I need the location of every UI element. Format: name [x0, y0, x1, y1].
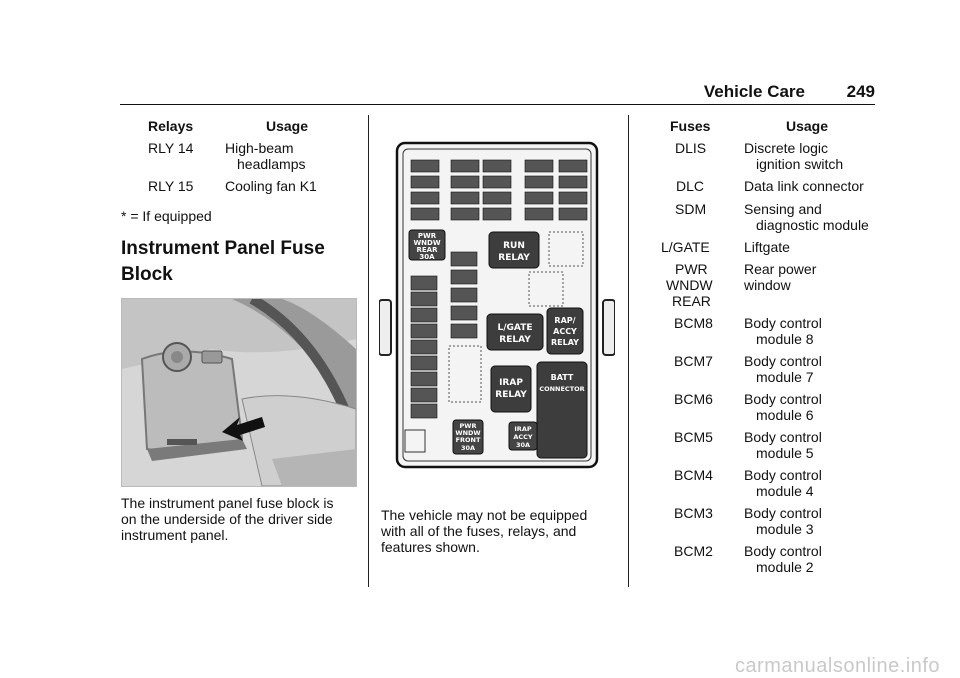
fuse-block-diagram [379, 140, 615, 470]
page-header [120, 82, 875, 105]
table-cell: Body control [744, 543, 822, 559]
relays-table [121, 118, 356, 198]
table-cell: Body control [744, 467, 822, 483]
table-cell: L/GATE [661, 239, 710, 255]
table-cell: BCM2 [674, 543, 713, 559]
table-cell: module 3 [756, 521, 814, 537]
table-cell: Cooling fan K1 [225, 178, 317, 194]
table-cell: window [744, 277, 791, 293]
svg-text:30A: 30A [419, 253, 435, 261]
table-cell: module 5 [756, 445, 814, 461]
fuse-block-caption: The vehicle may not be equipped with all of the fuses, relays, and features shown. [381, 507, 588, 555]
svg-text:30A: 30A [460, 444, 476, 452]
fuses-table [640, 118, 880, 588]
table-header: Usage [786, 118, 829, 134]
section-heading: Vehicle Care [703, 82, 805, 101]
table-cell: Body control [744, 315, 822, 331]
table-cell: Body control [744, 429, 822, 445]
svg-text:WNDW: WNDW [455, 429, 481, 437]
table-cell: Discrete logic [744, 140, 829, 156]
table-cell: module 6 [756, 407, 814, 423]
table-cell: BCM6 [674, 391, 713, 407]
watermark: carmanualsonline.info [734, 655, 940, 677]
section-title: Instrument Panel Fuse Block [121, 238, 325, 285]
svg-text:ACCY: ACCY [553, 327, 577, 336]
table-cell: WNDW [666, 277, 713, 293]
batt-connector-label: BATT [550, 373, 574, 382]
table-cell: Data link connector [744, 178, 864, 194]
table-cell: REAR [672, 293, 711, 309]
table-cell: module 8 [756, 331, 814, 347]
table-cell: module 4 [756, 483, 814, 499]
table-cell: Sensing and [744, 201, 822, 217]
svg-text:CONNECTOR: CONNECTOR [539, 385, 585, 393]
svg-text:FRONT: FRONT [455, 436, 481, 444]
table-cell: DLIS [675, 140, 707, 156]
table-cell: DLC [676, 178, 705, 194]
table-cell: ignition switch [756, 156, 844, 172]
svg-text:REAR: REAR [416, 246, 438, 254]
photo-caption: The instrument panel fuse block is on the underside of the driver side instrument panel. [121, 495, 334, 543]
table-cell: Body control [744, 353, 822, 369]
svg-text:RELAY: RELAY [551, 338, 579, 347]
run-relay-label: RUN [503, 241, 525, 251]
column-divider [628, 115, 629, 587]
svg-text:WNDW: WNDW [413, 239, 441, 247]
table-cell: RLY 14 [148, 140, 194, 156]
svg-text:30A: 30A [515, 441, 531, 449]
pwr-front-label: PWR [459, 422, 477, 430]
table-cell: Body control [744, 391, 822, 407]
table-cell: PWR [675, 261, 708, 277]
table-cell: RLY 15 [148, 178, 194, 194]
svg-text:ACCY: ACCY [513, 433, 533, 441]
svg-text:RELAY: RELAY [498, 253, 530, 263]
table-cell: High-beam [225, 140, 294, 156]
rap-accy-relay-label: RAP/ [554, 316, 576, 325]
pwr-rear-label: PWR [417, 232, 437, 240]
table-cell: BCM8 [674, 315, 713, 331]
table-cell: Liftgate [744, 239, 790, 255]
dashboard-photo [121, 298, 357, 487]
table-cell: headlamps [237, 156, 306, 172]
svg-text:RELAY: RELAY [495, 390, 527, 400]
table-header: Usage [266, 118, 309, 134]
table-cell: diagnostic module [756, 217, 869, 233]
table-cell: Body control [744, 505, 822, 521]
table-header: Relays [148, 118, 194, 134]
lgate-relay-label: L/GATE [497, 323, 533, 333]
column-divider [368, 115, 369, 587]
table-cell: BCM7 [674, 353, 713, 369]
table-cell: BCM5 [674, 429, 713, 445]
table-cell: Rear power [744, 261, 817, 277]
table-cell: BCM4 [674, 467, 713, 483]
table-cell: module 2 [756, 559, 814, 575]
irap-relay-label: IRAP [499, 378, 523, 388]
table-cell: BCM3 [674, 505, 713, 521]
footnote: * = If equipped [121, 208, 212, 224]
svg-text:RELAY: RELAY [499, 335, 531, 345]
page-number: 249 [846, 82, 875, 101]
table-cell: SDM [675, 201, 707, 217]
table-header: Fuses [670, 118, 711, 134]
irap-accy-label: IRAP [514, 425, 532, 433]
table-cell: module 7 [756, 369, 814, 385]
